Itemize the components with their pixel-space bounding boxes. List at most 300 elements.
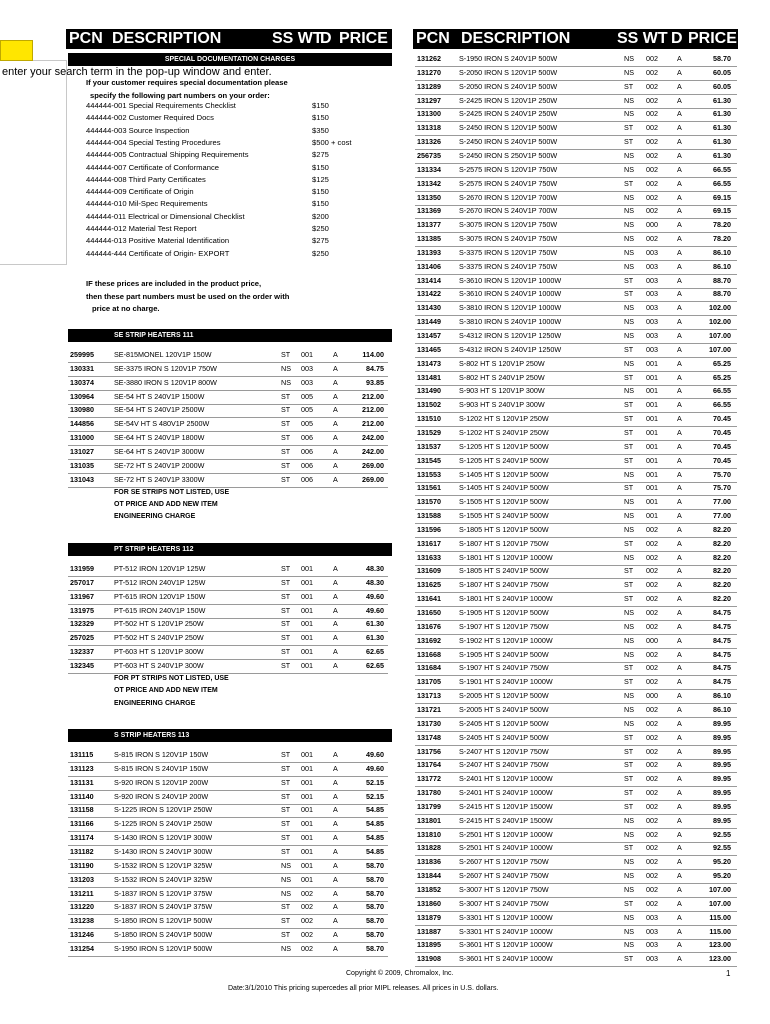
special-doc-item-price: $500 + cost [312, 137, 352, 147]
row-price: 66.55 [713, 178, 731, 188]
search-hint-text: enter your search term in the pop-up window and enter. [2, 66, 272, 78]
row-price: 48.30 [366, 577, 384, 587]
row-ss: NS [624, 829, 634, 839]
row-ss: ST [281, 647, 291, 657]
row-price: 82.20 [713, 524, 731, 534]
row-wt: 002 [301, 888, 313, 898]
row-description: PT-615 IRON 120V1P 150W [114, 591, 206, 601]
row-d: A [677, 608, 682, 617]
row-pcn: 131027 [70, 446, 94, 456]
row-ss: NS [281, 363, 291, 373]
row-wt: 001 [301, 833, 313, 843]
row-d: A [333, 750, 338, 759]
row-price: 82.20 [713, 580, 731, 590]
row-ss: ST [624, 81, 634, 91]
row-pcn: 131975 [70, 605, 94, 615]
row-price: 115.00 [709, 912, 731, 922]
row-wt: 002 [646, 608, 658, 617]
table-row [68, 888, 388, 902]
row-ss: NS [281, 860, 291, 870]
row-ss: ST [624, 677, 634, 687]
section-note-line: OT PRICE AND ADD NEW ITEM [114, 500, 218, 508]
row-ss: NS [624, 885, 634, 894]
row-d: A [333, 619, 338, 629]
row-ss: ST [624, 483, 634, 493]
section-note-line: FOR PT STRIPS NOT LISTED, USE [114, 674, 229, 682]
row-wt: 002 [646, 95, 658, 105]
row-price: 89.95 [713, 760, 731, 770]
row-wt: 002 [301, 916, 313, 926]
row-wt: 003 [646, 303, 658, 313]
table-row [415, 787, 737, 801]
table-row [415, 178, 737, 192]
search-popup-tab[interactable] [0, 40, 33, 61]
row-price: 78.20 [713, 234, 731, 244]
row-ss: ST [281, 460, 291, 470]
table-row [68, 874, 388, 888]
row-pcn: 131705 [417, 677, 441, 687]
table-row [415, 122, 737, 136]
row-d: A [677, 358, 682, 368]
row-description: S-2450 IRON S 120V1P 500W [459, 123, 558, 133]
row-pcn: 131166 [70, 819, 94, 829]
row-d: A [677, 206, 682, 216]
row-pcn: 131617 [417, 538, 441, 548]
row-d: A [677, 178, 682, 188]
row-d: A [677, 649, 682, 659]
row-wt: 003 [646, 247, 658, 257]
row-description: S-4312 IRON S 120V1P 1250W [459, 331, 562, 340]
table-row [68, 404, 388, 418]
row-pcn: 130980 [70, 405, 94, 415]
row-ss: ST [281, 446, 291, 456]
row-description: SE-64 HT S 240V1P 3000W [114, 446, 205, 456]
row-wt: 001 [646, 441, 658, 451]
row-pcn: 131625 [417, 580, 441, 590]
row-pcn: 131430 [417, 303, 441, 313]
row-ss: ST [624, 372, 634, 382]
row-pcn: 131668 [417, 649, 441, 659]
row-wt: 001 [301, 577, 313, 587]
row-pcn: 131393 [417, 247, 441, 257]
row-description: SE-54 HT S 240V1P 1500W [114, 391, 205, 401]
row-d: A [677, 788, 682, 798]
row-ss: NS [624, 220, 634, 230]
row-d: A [677, 594, 682, 604]
row-description: S-1907 HT S 240V1P 750W [459, 663, 549, 673]
row-wt: 001 [646, 511, 658, 521]
row-price: 89.95 [713, 746, 731, 756]
row-d: A [677, 718, 682, 728]
table-row [415, 690, 737, 704]
section-title: PT STRIP HEATERS 112 [114, 546, 194, 553]
section-note-line: OT PRICE AND ADD NEW ITEM [114, 687, 218, 695]
table-row [68, 749, 388, 763]
row-pcn: 131510 [417, 414, 441, 424]
row-ss: ST [624, 414, 634, 424]
special-doc-item-price: $150 [312, 162, 329, 172]
row-price: 75.70 [713, 483, 731, 493]
row-pcn: 131836 [417, 857, 441, 867]
row-description: SE-815MONEL 120V1P 150W [114, 350, 212, 359]
table-row [415, 261, 737, 275]
row-ss: ST [624, 137, 634, 147]
row-d: A [333, 846, 338, 856]
row-ss: NS [624, 303, 634, 313]
row-ss: NS [624, 261, 634, 271]
row-ss: ST [281, 930, 291, 940]
row-d: A [677, 829, 682, 839]
row-d: A [677, 414, 682, 424]
header-description: DESCRIPTION [461, 30, 571, 47]
row-d: A [677, 344, 682, 354]
special-doc-item-code: 444444-002 Customer Required Docs [86, 113, 214, 123]
row-wt: 002 [646, 649, 658, 659]
row-d: A [677, 192, 682, 202]
row-d: A [677, 857, 682, 867]
row-description: SE-72 HT S 240V1P 3300W [114, 474, 205, 484]
row-pcn: 131465 [417, 344, 441, 354]
row-price: 61.30 [713, 109, 731, 119]
row-wt: 005 [301, 391, 313, 401]
table-row [415, 316, 737, 330]
table-row [415, 372, 737, 386]
special-doc-item-code: 444444-001 Special Requirements Checklist [86, 101, 236, 110]
table-row [415, 330, 737, 344]
row-pcn: 130374 [70, 377, 94, 387]
row-description: S-2575 IRON S 120V1P 750W [459, 164, 558, 174]
row-wt: 003 [646, 940, 658, 950]
row-price: 62.65 [366, 647, 384, 657]
table-row [415, 815, 737, 829]
table-row [415, 510, 737, 524]
header-description: DESCRIPTION [112, 30, 222, 47]
row-wt: 001 [301, 750, 313, 759]
row-pcn: 131115 [70, 750, 94, 759]
special-doc-item-code: 444444-004 Special Testing Procedures [86, 137, 221, 147]
row-description: SE-3880 IRON S 120V1P 800W [114, 377, 217, 387]
special-doc-item [86, 174, 386, 186]
row-d: A [677, 441, 682, 451]
row-description: S-2501 HT S 120V1P 1000W [459, 829, 553, 839]
row-d: A [677, 164, 682, 174]
row-pcn: 131810 [417, 829, 441, 839]
row-price: 84.75 [713, 677, 731, 687]
row-description: S-1505 HT S 120V1P 500W [459, 497, 549, 507]
row-d: A [677, 247, 682, 257]
row-pcn: 131895 [417, 940, 441, 950]
table-row [415, 469, 737, 483]
row-pcn: 131043 [70, 474, 94, 484]
row-wt: 003 [301, 377, 313, 387]
row-d: A [333, 564, 338, 573]
row-description: SE-72 HT S 240V1P 2000W [114, 460, 205, 470]
row-wt: 002 [646, 732, 658, 742]
row-description: S-2405 HT S 240V1P 500W [459, 732, 549, 742]
special-doc-item [86, 235, 386, 247]
row-price: 86.10 [713, 247, 731, 257]
table-row [415, 482, 737, 496]
table-row [415, 746, 737, 760]
row-wt: 006 [301, 433, 313, 443]
special-doc-item-code: 444444-003 Source Inspection [86, 125, 190, 135]
row-ss: ST [281, 605, 291, 615]
row-description: S-802 HT S 120V1P 250W [459, 358, 545, 368]
row-wt: 005 [301, 405, 313, 415]
row-d: A [333, 577, 338, 587]
row-pcn: 257017 [70, 577, 94, 587]
row-wt: 001 [646, 372, 658, 382]
row-ss: NS [624, 815, 634, 825]
row-price: 84.75 [713, 663, 731, 673]
row-price: 70.45 [713, 414, 731, 424]
table-row [68, 818, 388, 832]
row-description: S-1907 HT S 120V1P 750W [459, 621, 549, 631]
row-description: S-1902 HT S 120V1P 1000W [459, 635, 553, 645]
row-pcn: 131676 [417, 621, 441, 631]
row-d: A [677, 954, 682, 964]
table-row [415, 718, 737, 732]
table-row [415, 870, 737, 884]
header-d: D [671, 30, 683, 47]
row-description: S-1950 IRON S 120V1P 500W [114, 943, 213, 953]
row-pcn: 131772 [417, 774, 441, 784]
table-row [415, 607, 737, 621]
row-d: A [333, 805, 338, 815]
row-pcn: 131553 [417, 469, 441, 479]
row-pcn: 131908 [417, 954, 441, 964]
row-wt: 002 [646, 621, 658, 631]
row-d: A [677, 912, 682, 922]
special-doc-intro-line: specify the following part numbers on your order: [90, 90, 270, 100]
row-wt: 002 [646, 857, 658, 867]
row-ss: NS [624, 635, 634, 645]
row-price: 107.00 [709, 885, 731, 894]
row-d: A [333, 419, 338, 429]
row-wt: 002 [646, 123, 658, 133]
row-price: 61.30 [713, 123, 731, 133]
row-wt: 000 [646, 220, 658, 230]
row-ss: ST [281, 819, 291, 829]
row-pcn: 131529 [417, 427, 441, 437]
table-row [68, 605, 388, 619]
section-note-line: ENGINEERING CHARGE [114, 699, 196, 707]
search-popup-panel[interactable] [0, 60, 67, 265]
row-d: A [677, 691, 682, 701]
row-d: A [677, 621, 682, 631]
row-pcn: 131414 [417, 275, 441, 285]
row-description: S-2670 IRON S 120V1P 700W [459, 192, 558, 202]
row-d: A [677, 386, 682, 396]
table-row [415, 385, 737, 399]
table-row [68, 777, 388, 791]
row-ss: ST [281, 619, 291, 629]
row-d: A [677, 774, 682, 784]
row-d: A [677, 843, 682, 853]
row-ss: NS [624, 497, 634, 507]
row-description: SE-64 HT S 240V1P 1800W [114, 433, 205, 443]
special-doc-outro-line: IF these prices are included in the product price, [86, 279, 262, 288]
row-price: 89.95 [713, 815, 731, 825]
row-price: 49.60 [366, 763, 384, 773]
row-d: A [333, 446, 338, 456]
special-doc-title: SPECIAL DOCUMENTATION CHARGES [164, 56, 296, 63]
row-wt: 002 [646, 746, 658, 756]
table-row [68, 846, 388, 860]
row-ss: ST [624, 400, 634, 410]
row-description: PT-512 IRON 240V1P 125W [114, 577, 206, 587]
row-price: 58.70 [366, 888, 384, 898]
table-row [415, 953, 737, 967]
row-ss: ST [281, 405, 291, 415]
row-price: 48.30 [366, 564, 384, 573]
table-row [68, 460, 388, 474]
row-d: A [333, 391, 338, 401]
table-row [68, 632, 388, 646]
row-description: S-1205 HT S 120V1P 500W [459, 441, 549, 451]
row-description: S-3601 HT S 240V1P 1000W [459, 954, 553, 964]
row-description: S-920 IRON S 240V1P 200W [114, 791, 209, 801]
row-description: S-1805 HT S 120V1P 500W [459, 524, 549, 534]
row-price: 89.95 [713, 774, 731, 784]
row-description: PT-603 HT S 120V1P 300W [114, 647, 204, 657]
row-description: S-1837 IRON S 240V1P 375W [114, 902, 213, 912]
row-ss: ST [624, 663, 634, 673]
row-ss: NS [624, 704, 634, 714]
row-d: A [333, 405, 338, 415]
special-doc-item [86, 248, 386, 260]
table-row [68, 943, 388, 957]
row-wt: 006 [301, 474, 313, 484]
special-doc-item-price: $250 [312, 224, 329, 233]
row-price: 212.00 [362, 405, 384, 415]
special-doc-item-code: 444444-010 Mil-Spec Requirements [86, 199, 208, 209]
special-doc-item [86, 112, 386, 124]
header-d: D [320, 30, 332, 47]
table-row [68, 363, 388, 377]
row-wt: 001 [301, 805, 313, 815]
row-ss: NS [624, 940, 634, 950]
row-description: S-2670 IRON S 240V1P 700W [459, 206, 558, 216]
table-row [415, 621, 737, 635]
table-row [68, 563, 388, 577]
row-description: S-903 HT S 240V1P 300W [459, 400, 545, 410]
row-ss: NS [624, 871, 634, 881]
section-title: SE STRIP HEATERS 111 [114, 332, 194, 339]
row-price: 107.00 [709, 344, 731, 354]
row-description: S-2401 HT S 240V1P 1000W [459, 788, 553, 798]
row-price: 58.70 [366, 874, 384, 884]
row-price: 115.00 [709, 926, 731, 936]
row-pcn: 131473 [417, 358, 441, 368]
row-pcn: 259995 [70, 350, 94, 359]
row-price: 242.00 [362, 433, 384, 443]
row-wt: 001 [646, 469, 658, 479]
table-row [415, 829, 737, 843]
row-d: A [333, 363, 338, 373]
row-price: 89.95 [713, 801, 731, 811]
row-pcn: 131190 [70, 860, 94, 870]
row-ss: ST [624, 801, 634, 811]
row-ss: ST [624, 538, 634, 548]
row-description: S-3075 IRON S 240V1P 750W [459, 234, 558, 244]
row-description: S-1505 HT S 240V1P 500W [459, 511, 549, 521]
table-row [68, 377, 388, 391]
table-row [415, 773, 737, 787]
table-row [415, 205, 737, 219]
table-row [68, 915, 388, 929]
row-price: 70.45 [713, 441, 731, 451]
row-description: S-815 IRON S 240V1P 150W [114, 763, 209, 773]
row-d: A [677, 469, 682, 479]
row-ss: NS [624, 317, 634, 327]
row-description: S-1850 IRON S 120V1P 500W [114, 916, 213, 926]
row-pcn: 131377 [417, 220, 441, 230]
row-price: 86.10 [713, 704, 731, 714]
row-d: A [677, 663, 682, 673]
row-price: 77.00 [713, 511, 731, 521]
row-price: 77.00 [713, 497, 731, 507]
row-description: S-3075 IRON S 120V1P 750W [459, 220, 558, 230]
row-price: 102.00 [709, 303, 731, 313]
row-pcn: 144856 [70, 419, 94, 429]
table-row [415, 912, 737, 926]
table-row [415, 579, 737, 593]
row-wt: 002 [646, 206, 658, 216]
row-pcn: 131123 [70, 763, 94, 773]
row-ss: ST [281, 350, 291, 359]
row-ss: NS [624, 649, 634, 659]
row-pcn: 131140 [70, 791, 94, 801]
row-pcn: 131481 [417, 372, 441, 382]
special-doc-intro-line: If your customer requires special documentation please [86, 78, 288, 87]
row-pcn: 132337 [70, 647, 94, 657]
row-d: A [677, 261, 682, 271]
row-price: 212.00 [362, 419, 384, 429]
row-ss: NS [624, 691, 634, 701]
row-price: 54.85 [366, 833, 384, 843]
row-description: S-2425 IRON S 120V1P 250W [459, 95, 558, 105]
row-d: A [333, 916, 338, 926]
row-ss: ST [281, 660, 291, 670]
row-pcn: 131588 [417, 511, 441, 521]
table-row [68, 901, 388, 915]
table-row [68, 804, 388, 818]
row-pcn: 131570 [417, 497, 441, 507]
table-row [415, 427, 737, 441]
row-price: 65.25 [713, 358, 731, 368]
row-d: A [333, 474, 338, 484]
row-description: S-3610 IRON S 120V1P 1000W [459, 275, 562, 285]
table-row [68, 432, 388, 446]
row-description: S-2050 IRON S 240V1P 500W [459, 81, 558, 91]
row-price: 242.00 [362, 446, 384, 456]
row-pcn: 131887 [417, 926, 441, 936]
row-description: S-3007 HT S 240V1P 750W [459, 898, 549, 908]
row-description: S-2501 HT S 240V1P 1000W [459, 843, 553, 853]
row-wt: 002 [646, 67, 658, 77]
row-price: 86.10 [713, 691, 731, 701]
special-doc-item-price: $150 [312, 187, 329, 197]
row-wt: 001 [646, 386, 658, 396]
row-d: A [333, 791, 338, 801]
row-d: A [677, 81, 682, 91]
row-description: S-1807 HT S 240V1P 750W [459, 580, 549, 590]
copyright: Copyright © 2009, Chromalox, Inc. [346, 970, 454, 977]
row-wt: 005 [301, 419, 313, 429]
row-wt: 001 [646, 483, 658, 493]
row-pcn: 131756 [417, 746, 441, 756]
